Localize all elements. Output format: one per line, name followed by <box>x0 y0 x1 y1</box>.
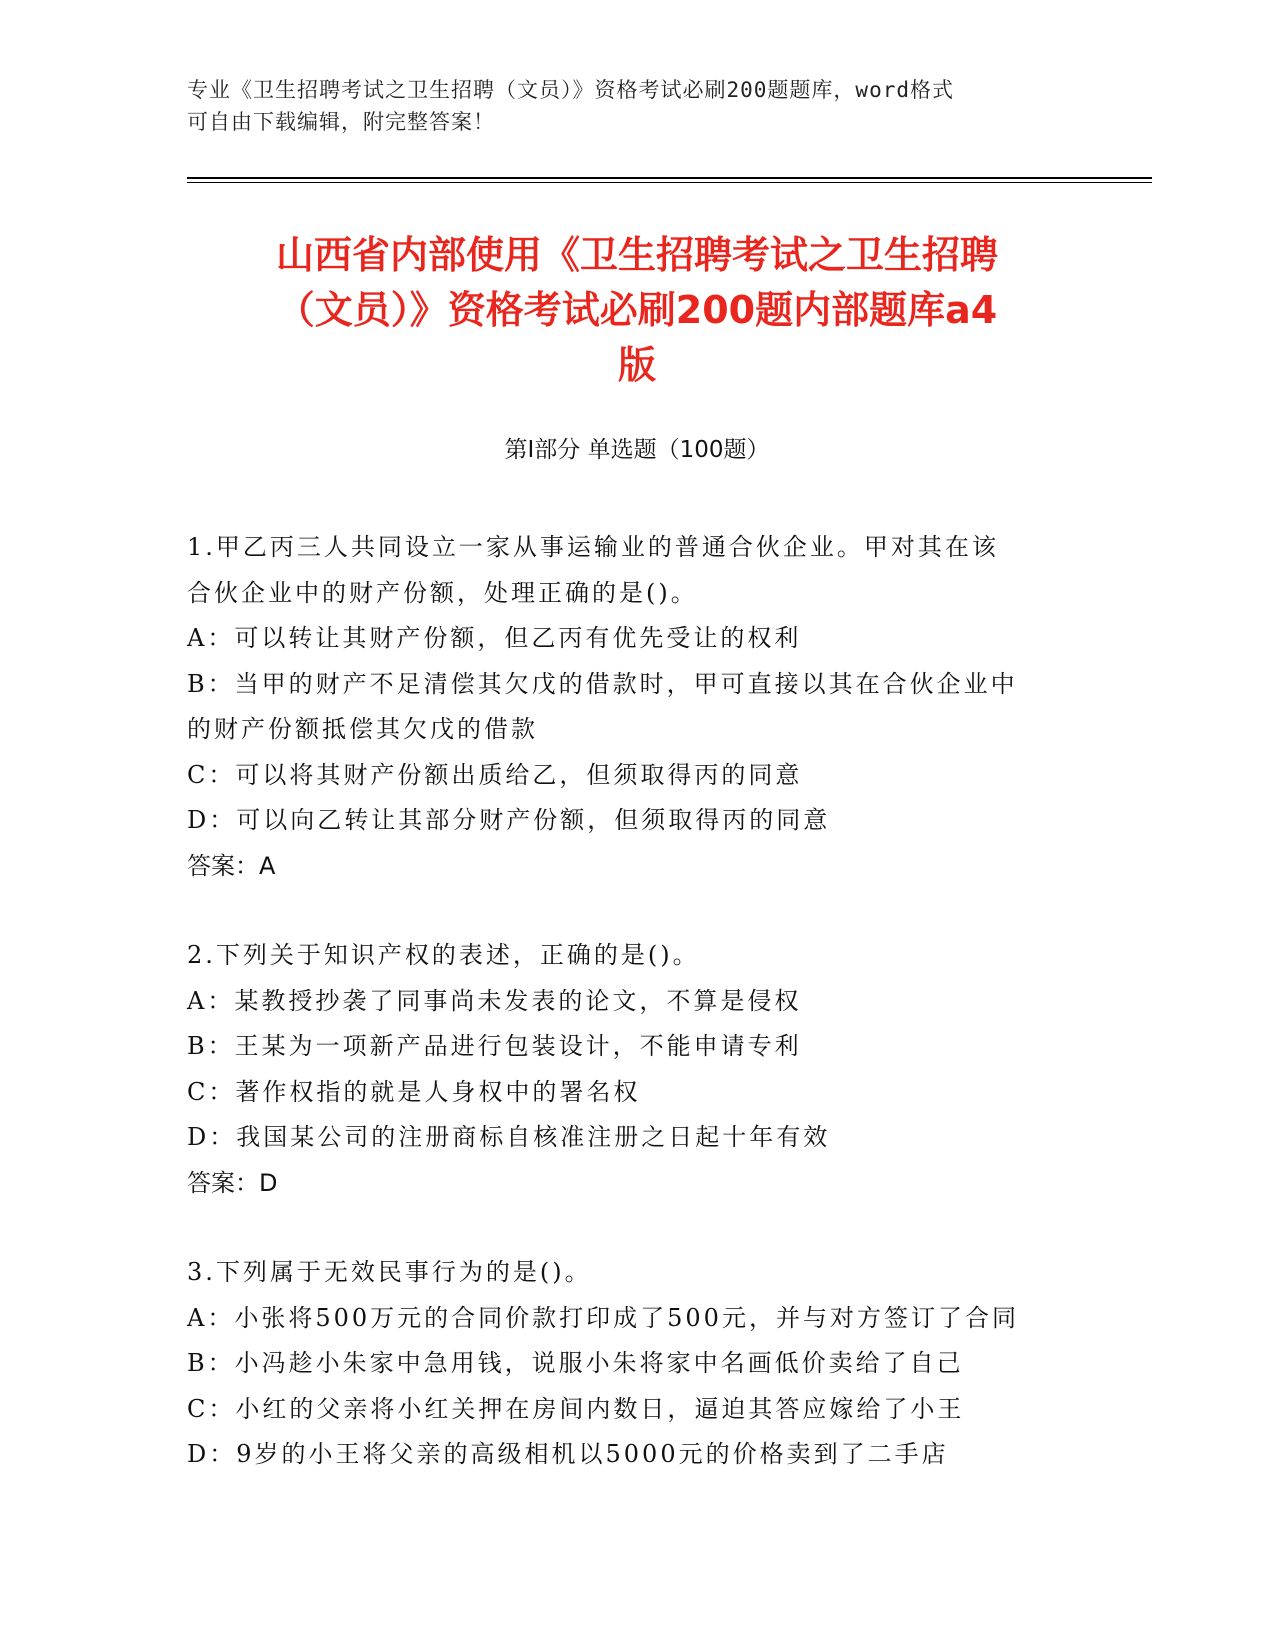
answer: 答案：D <box>187 1168 278 1197</box>
document-title-line-3: 版 <box>617 343 656 387</box>
option-b: B：当甲的财产不足清偿其欠戊的借款时，甲可直接以其在合伙企业中 <box>187 669 1018 698</box>
option-c: C：可以将其财产份额出质给乙，但须取得丙的同意 <box>187 760 803 789</box>
option-b: B：王某为一项新产品进行包装设计，不能申请专利 <box>187 1032 802 1060</box>
answer: 答案：A <box>187 851 276 880</box>
option-c: C：著作权指的就是人身权中的署名权 <box>187 1077 641 1106</box>
option-a: A：小张将500万元的合同价款打印成了500元，并与对方签订了合同 <box>187 1303 1019 1332</box>
question-stem-continued: 合伙企业中的财产份额，处理正确的是()。 <box>187 578 698 607</box>
question-stem: 1.甲乙丙三人共同设立一家从事运输业的普通合伙企业。甲对其在该 <box>187 533 999 561</box>
option-a: A：某教授抄袭了同事尚未发表的论文，不算是侵权 <box>187 986 802 1015</box>
option-b-continued: 的财产份额抵偿其欠戊的借款 <box>187 715 538 743</box>
question-list <box>187 525 1067 1522</box>
question-stem: 2.下列关于知识产权的表述，正确的是()。 <box>187 941 700 969</box>
option-d: D：9岁的小王将父亲的高级相机以5000元的价格卖到了二手店 <box>187 1440 949 1468</box>
question-stem: 3.下列属于无效民事行为的是()。 <box>187 1258 592 1286</box>
header-divider-thick <box>187 177 1152 179</box>
header-note-line-1: 专业《卫生招聘考试之卫生招聘（文员）》资格考试必刷200题题库，word格式 <box>187 78 954 102</box>
document-title <box>187 228 1087 393</box>
question-1 <box>187 525 1067 889</box>
header-note <box>187 74 1067 138</box>
document-title-line-2: （文员）》资格考试必刷200题内部题库a4 <box>276 288 998 332</box>
question-2 <box>187 933 1067 1206</box>
header-divider-thin <box>187 182 1152 183</box>
option-c: C：小红的父亲将小红关押在房间内数日，逼迫其答应嫁给了小王 <box>187 1394 965 1423</box>
option-a: A：可以转让其财产份额，但乙丙有优先受让的权利 <box>187 624 802 652</box>
option-d: D：我国某公司的注册商标自核准注册之日起十年有效 <box>187 1123 831 1151</box>
header-note-line-2: 可自由下载编辑，附完整答案！ <box>187 110 495 134</box>
question-3 <box>187 1250 1067 1478</box>
section-title: 第Ⅰ部分 单选题（100题） <box>504 437 770 463</box>
option-b: B：小冯趁小朱家中急用钱，说服小朱将家中名画低价卖给了自己 <box>187 1349 964 1377</box>
option-d: D：可以向乙转让其部分财产份额，但须取得丙的同意 <box>187 806 831 834</box>
document-title-line-1: 山西省内部使用《卫生招聘考试之卫生招聘 <box>275 233 998 277</box>
